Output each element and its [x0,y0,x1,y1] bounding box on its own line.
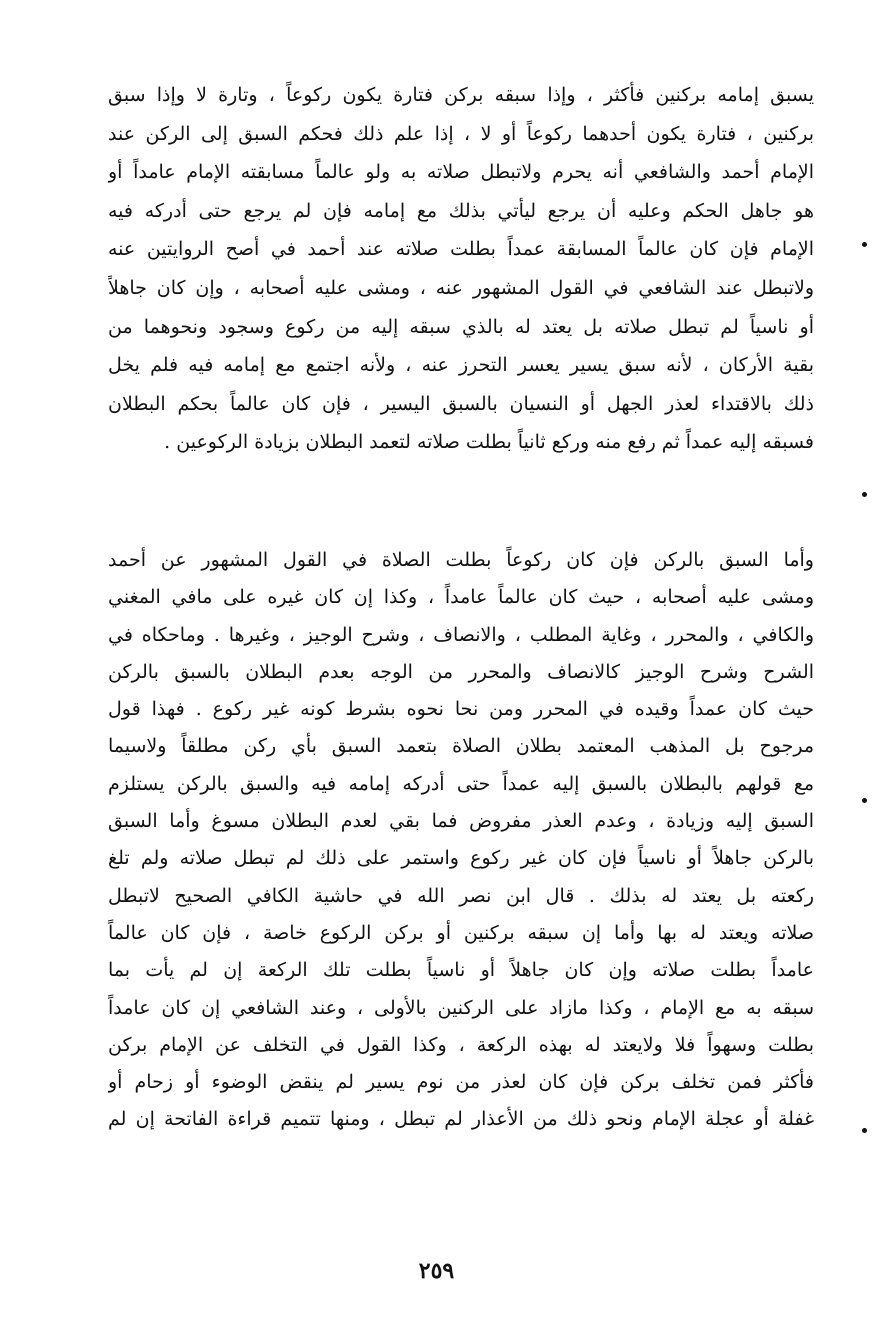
margin-dot [862,798,867,803]
text-line: ولاتبطل عند الشافعي في القول المشهور عنه ، ومشى عليه أصحابه ، وإن كان جاهلاً [108,276,814,299]
text-line: هو جاهل الحكم وعليه أن يرجع ليأتي بذلك مع إمامه فإن لم يرجع حتى أدركه فيه [108,199,814,222]
text-line: الإمام أحمد والشافعي أنه يحرم ولاتبطل صلاته به ولو عالماً مسابقته الإمام عامداً أو [108,161,814,184]
text-line: بركنين ، فتارة يكون أحدهما ركوعاً أو لا ، إذا علم ذلك فحكم السبق إلى الركن عند [108,122,814,145]
text-line: بالركن جاهلاً أو ناسياً فإن كان غير ركوع واستمر على ذلك لم تبطل صلاته ولم تلغ [108,847,814,870]
text-line: مع قولهم بالبطلان بالسبق إليه عمداً حتى أدركه إمامه فيه والسبق بالركن يستلزم [108,772,814,795]
text-line: ذلك بالاقتداء لعذر الجهل أو النسيان بالسبق اليسير ، فإن كان عالماً بحكم البطلان [108,392,814,415]
page-number: ٢٥٩ [418,1258,455,1284]
margin-dot [862,242,867,247]
text-line: غفلة أو عجلة الإمام ونحو ذلك من الأعذار لم تبطل ، ومنها تتميم قراءة الفاتحة إن لم [108,1108,814,1131]
text-line: ركعته بل يعتد له بذلك . قال ابن نصر الله في حاشية الكافي الصحيح لاتبطل [108,884,814,907]
text-line: بطلت وسهواً فلا ولايعتد له بهذه الركعة ، وكذا القول في التخلف عن الإمام بركن [108,1033,814,1056]
text-line: بقية الأركان ، لأنه سبق يسير يعسر التحرز عنه ، ولأنه اجتمع مع إمامه فيه فلم يخل [108,354,814,377]
text-line: صلاته ويعتد له بها وأما إن سبقه بركنين أو بركن الركوع خاصة ، فإن كان عالماً [108,921,814,944]
text-line: مرجوح بل المذهب المعتمد بطلان الصلاة بتعمد السبق بأي ركن مطلقاً ولاسيما [108,735,814,758]
text-line: حيث كان عمداً وقيده في المحرر ومن نحا نحوه بشرط كونه غير ركوع . فهذا قول [108,698,814,721]
text-line: يسبق إمامه بركنين فأكثر ، وإذا سبقه بركن فتارة يكون ركوعاً ، وتارة لا وإذا سبق [108,84,814,106]
text-line: الشرح وشرح الوجيز كالانصاف والمحرر من الوجه بعدم البطلان بالسبق بالركن [108,660,814,683]
text-line: السبق إليه وزيادة ، وعدم العذر مفروض فما بقي لعدم البطلان مسوغ وأما السبق [108,810,814,833]
text-line: أو ناسياً لم تبطل صلاته بل يعتد له بالذي سبقه إليه من ركوع وسجود ونحوهما من [108,315,814,338]
text-line: فسبقه إليه عمداً ثم رفع منه وركع ثانياً بطلت صلاته لتعمد البطلان بزيادة الركوعين . [164,431,814,454]
text-line: والكافي ، والمحرر ، وغاية المطلب ، والانصاف ، وشرح الوجيز ، وغيرها . وماحكاه في [108,623,814,646]
text-line: سبقه به مع الإمام ، وكذا مازاد على الركنين بالأولى ، وعند الشافعي إن كان عامداً [108,996,814,1019]
paragraph-2 [108,542,814,1139]
margin-dot [862,492,867,497]
text-line: الإمام فإن كان عالماً المسابقة عمداً بطلت صلاته عند أحمد في أصح الروايتين عنه [108,238,814,261]
text-line: عامداً بطلت صلاته وإن كان جاهلاً أو ناسياً بطلت تلك الركعة إن لم يأت بما [108,959,814,982]
text-line: وأما السبق بالركن فإن كان ركوعاً بطلت الصلاة في القول المشهور عن أحمد [108,549,814,571]
paragraph-1 [108,76,814,462]
text-line: ومشى عليه أصحابه ، حيث كان عالماً عامداً ، وكذا إن كان غيره على مافي المغني [108,586,814,609]
margin-dot [862,1128,867,1133]
text-line: فأكثر فمن تخلف بركن فإن كان لعذر من نوم يسير لم ينقض الوضوء أو زحام أو [108,1071,814,1094]
